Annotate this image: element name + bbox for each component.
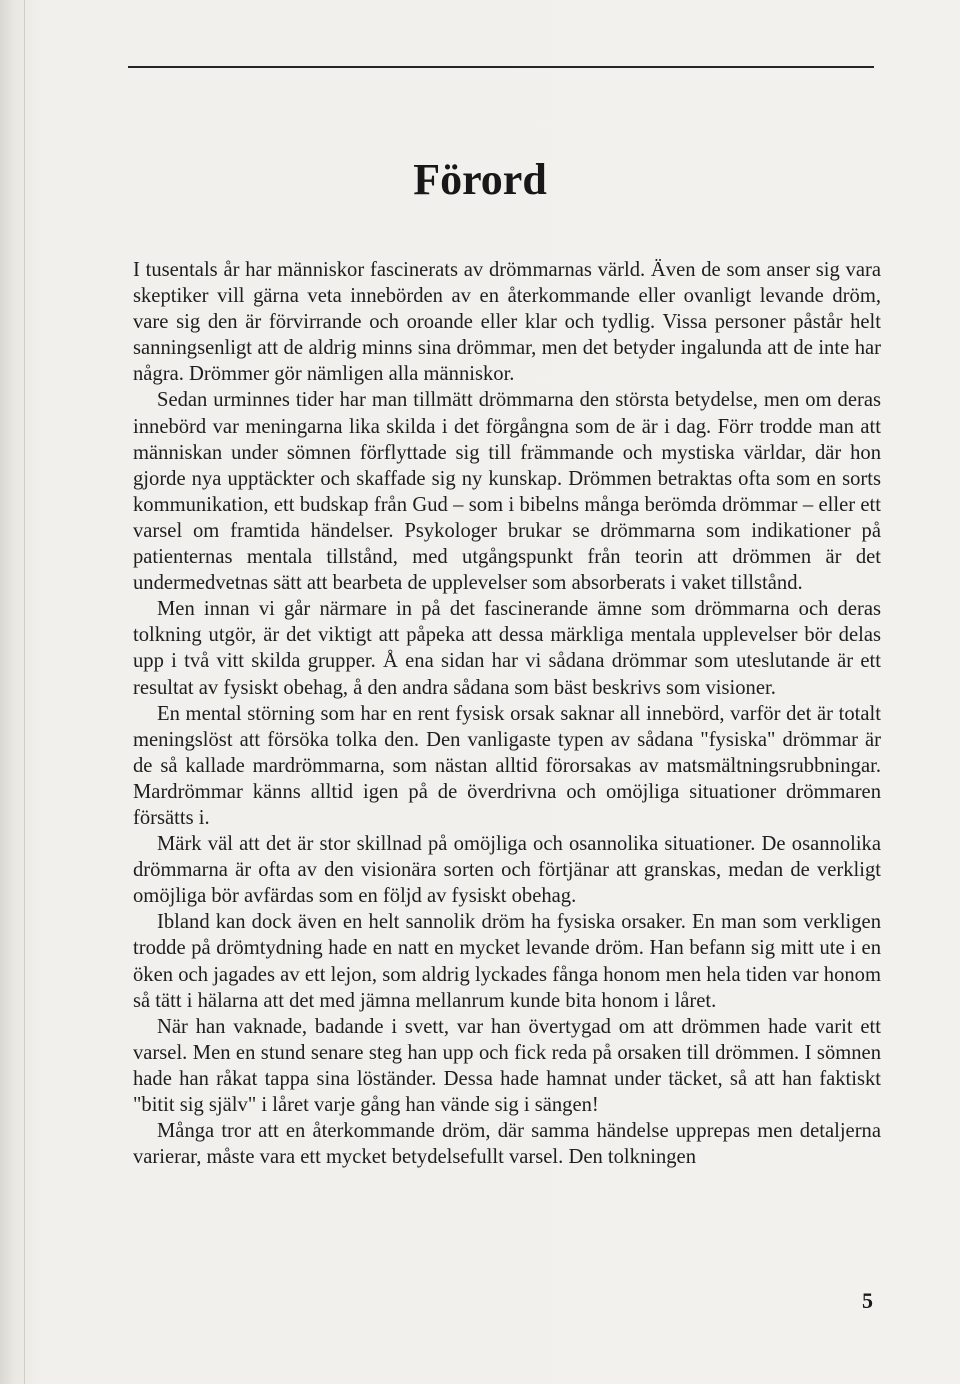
paragraph: Många tror att en återkommande dröm, där samma händelse upprepas men detaljerna varierar, måste vara ett mycket betydelsefullt varsel. Den tolkningen — [133, 1120, 881, 1169]
chapter-title: Förord — [413, 155, 547, 204]
paragraph: En mental störning som har en rent fysisk orsak saknar all innebörd, varför det är totalt meningslöst att försöka tolka den. Den vanligaste typen av sådana "fysiska" drömmar är de så kallade mardrömmarna, som nästan alltid förorsakas av matsmältningsrubbningar. Mardrömmar känns alltid igen på de överdrivna och omöjliga situationer drömmaren försätts i. — [133, 702, 881, 829]
body-text — [133, 257, 881, 1170]
paragraph: Men innan vi går närmare in på det fascinerande ämne som drömmarna och deras tolkning utgör, är det viktigt att påpeka att dessa märkliga mentala upplevelser bör delas upp i två vitt skilda grupper. Å ena sidan har vi sådana drömmar som uteslutande är ett resultat av fysiskt obehag, å den andra sådana som bäst beskrivs som visioner. — [133, 598, 881, 699]
page-number: 5 — [862, 1288, 873, 1313]
paragraph: Sedan urminnes tider har man tillmätt drömmarna den största betydelse, men om deras innebörd var meningarna lika skilda i det förgångna som de är i dag. Förr trodde man att människan under sömnen förflyttade sig till främmande och mystiska världar, där hon gjorde nya upptäckter och skaffade sig ny kunskap. Drömmen betraktas ofta som en sorts kommunikation, ett budskap från Gud – som i bibelns många berömda drömmar – eller ett varsel om framtida händelser. Psykologer brukar se drömmarna som indikationer på patienternas mentala tillstånd, med utgångspunkt från teorin att drömmen är det undermedvetnas sätt att bearbeta de upplevelser som absorberats i vaket tillstånd. — [133, 389, 881, 595]
paragraph: Ibland kan dock även en helt sannolik dröm ha fysiska orsaker. En man som verkligen trodde på drömtydning hade en natt en mycket levande dröm. Han befann sig mitt ute i en öken och jagades av ett lejon, som aldrig lyckades fånga honom men hela tiden var honom så tätt i hälarna att det med jämna mellanrum kunde bita honom i låret. — [133, 911, 881, 1012]
header-rule — [128, 66, 874, 68]
paragraph: I tusentals år har människor fascinerats av drömmarnas värld. Även de som anser sig vara skeptiker vill gärna veta innebörden av en återkommande eller ovanligt levande dröm, vare sig den är förvirrande och oroande eller klar och tydlig. Vissa personer påstår helt sanningsenligt att de aldrig minns sina drömmar, men det betyder ingalunda att de inte har några. Drömmer gör nämligen alla människor. — [133, 259, 881, 386]
page-gutter — [24, 0, 25, 1384]
paragraph: Märk väl att det är stor skillnad på omöjliga och osannolika situationer. De osannolika drömmarna är ofta av den visionära sorten och förtjänar att granskas, medan de verkligt omöjliga bör avfärdas som en följd av fysiskt obehag. — [133, 833, 881, 908]
paragraph: När han vaknade, badande i svett, var han övertygad om att drömmen hade varit ett varsel. Men en stund senare steg han upp och fick reda på orsaken till drömmen. I sömnen hade han råkat tappa sina löständer. Dessa hade hamnat under täcket, så att han faktiskt "bitit sig själv" i låret varje gång han vände sig i sängen! — [133, 1015, 881, 1116]
